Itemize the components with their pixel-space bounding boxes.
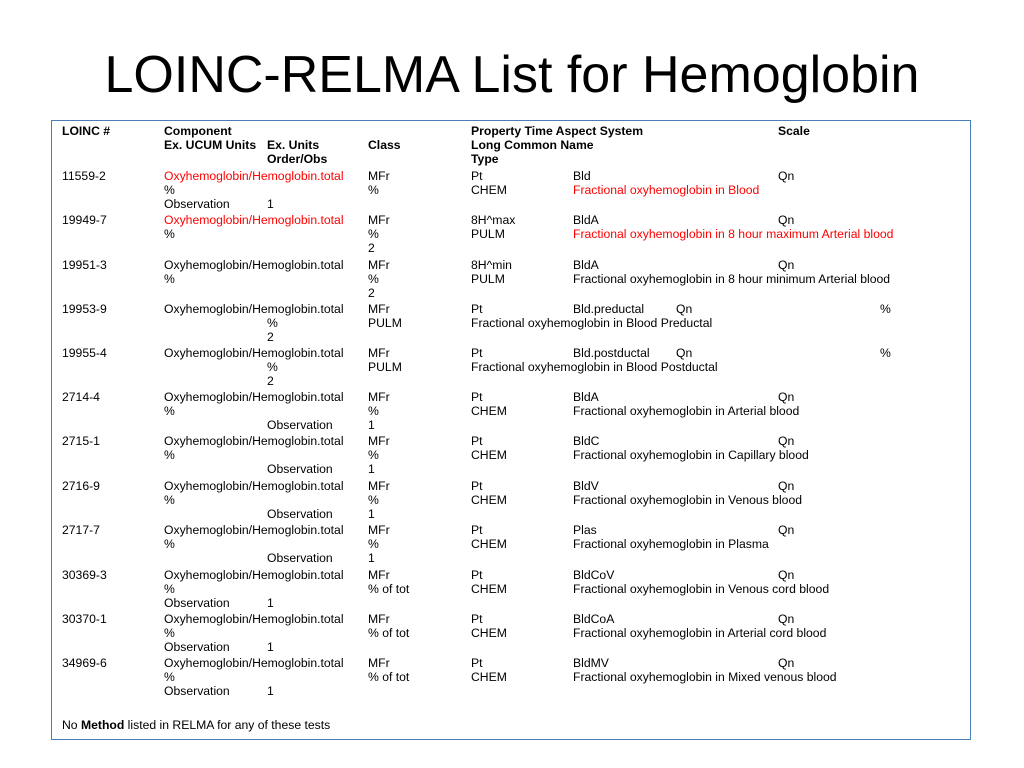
row-time: Pt: [471, 302, 483, 316]
row-long-name: Fractional oxyhemoglobin in Venous cord blood: [573, 582, 830, 596]
header-ucum-units: Ex. UCUM Units: [164, 138, 257, 152]
row-time: Pt: [471, 568, 483, 582]
row-time: Pt: [471, 523, 483, 537]
row-ex-units: %: [368, 272, 379, 286]
row-scale: Qn: [778, 434, 795, 448]
row-property: MFr: [368, 656, 390, 670]
row-ex-units: %: [368, 404, 379, 418]
row-ucum-units: %: [164, 227, 175, 241]
row-ucum-units: %: [164, 626, 175, 640]
row-time: Pt: [471, 169, 483, 183]
row-ucum-units: %: [164, 537, 175, 551]
row-component: Oxyhemoglobin/Hemoglobin.total: [164, 656, 344, 670]
row-property: MFr: [368, 169, 390, 183]
row-ucum-units: %: [164, 493, 175, 507]
row-component: Oxyhemoglobin/Hemoglobin.total: [164, 258, 344, 272]
row-component: Oxyhemoglobin/Hemoglobin.total: [164, 523, 344, 537]
row-scale: Qn: [676, 346, 693, 360]
row-ucum-units: %: [880, 302, 891, 316]
row-class: CHEM: [471, 582, 507, 596]
header-order-obs: Order/Obs: [267, 152, 328, 166]
row-time: Pt: [471, 434, 483, 448]
row-order-obs: Observation: [267, 507, 333, 521]
row-class: PULM: [368, 360, 402, 374]
row-loinc: 2714-4: [62, 390, 100, 404]
row-type: 1: [368, 507, 375, 521]
row-ucum-units: %: [164, 272, 175, 286]
row-scale: Qn: [778, 479, 795, 493]
row-type: 1: [267, 197, 274, 211]
row-type: 2: [368, 286, 375, 300]
row-order-obs: Observation: [164, 684, 230, 698]
footer-prefix: No: [62, 718, 81, 732]
row-scale: Qn: [778, 612, 795, 626]
row-ucum-units: %: [164, 670, 175, 684]
row-scale: Qn: [778, 169, 795, 183]
row-system: BldC: [573, 434, 600, 448]
row-type: 1: [267, 684, 274, 698]
row-long-name: Fractional oxyhemoglobin in Capillary blood: [573, 448, 809, 462]
row-long-name: Fractional oxyhemoglobin in Blood: [573, 183, 760, 197]
row-loinc: 2717-7: [62, 523, 100, 537]
row-ex-units: %: [368, 448, 379, 462]
row-scale: Qn: [676, 302, 693, 316]
row-scale: Qn: [778, 656, 795, 670]
footer-note: [62, 718, 330, 732]
row-property: MFr: [368, 612, 390, 626]
row-scale: Qn: [778, 568, 795, 582]
row-system: BldA: [573, 258, 599, 272]
row-ucum-units: %: [164, 183, 175, 197]
row-type: 1: [368, 462, 375, 476]
row-ex-units: % of tot: [368, 582, 410, 596]
row-ex-units: % of tot: [368, 670, 410, 684]
row-long-name: Fractional oxyhemoglobin in Plasma: [573, 537, 769, 551]
row-order-obs: Observation: [267, 462, 333, 476]
row-class: CHEM: [471, 493, 507, 507]
row-loinc: 30369-3: [62, 568, 107, 582]
row-property: MFr: [368, 258, 390, 272]
row-property: MFr: [368, 479, 390, 493]
row-order-obs: Observation: [267, 418, 333, 432]
row-system: BldCoA: [573, 612, 615, 626]
row-system: Bld.preductal: [573, 302, 645, 316]
row-ex-units: %: [267, 360, 278, 374]
row-property: MFr: [368, 434, 390, 448]
row-time: 8H^max: [471, 213, 516, 227]
row-scale: Qn: [778, 258, 795, 272]
row-system: Bld: [573, 169, 591, 183]
row-type: 1: [267, 596, 274, 610]
row-loinc: 19953-9: [62, 302, 107, 316]
row-time: Pt: [471, 346, 483, 360]
row-component: Oxyhemoglobin/Hemoglobin.total: [164, 390, 344, 404]
row-property: MFr: [368, 346, 390, 360]
row-loinc: 19951-3: [62, 258, 107, 272]
row-long-name: Fractional oxyhemoglobin in Venous blood: [573, 493, 803, 507]
row-scale: Qn: [778, 523, 795, 537]
header-loinc: LOINC #: [62, 124, 111, 138]
row-ucum-units: %: [164, 448, 175, 462]
row-property: MFr: [368, 568, 390, 582]
row-component: Oxyhemoglobin/Hemoglobin.total: [164, 434, 344, 448]
row-class: PULM: [471, 227, 505, 241]
row-class: PULM: [368, 316, 402, 330]
row-type: 2: [267, 330, 274, 344]
row-long-name: Fractional oxyhemoglobin in 8 hour maximum Arterial blood: [573, 227, 894, 241]
row-time: Pt: [471, 479, 483, 493]
row-time: 8H^min: [471, 258, 512, 272]
row-class: CHEM: [471, 448, 507, 462]
row-component: Oxyhemoglobin/Hemoglobin.total: [164, 169, 344, 183]
row-system: BldA: [573, 390, 599, 404]
row-scale: Qn: [778, 213, 795, 227]
row-ex-units: %: [368, 537, 379, 551]
row-class: CHEM: [471, 404, 507, 418]
row-loinc: 34969-6: [62, 656, 107, 670]
row-ex-units: %: [368, 227, 379, 241]
header-long-common-name: Long Common Name: [471, 138, 594, 152]
row-component: Oxyhemoglobin/Hemoglobin.total: [164, 612, 344, 626]
row-type: 2: [368, 241, 375, 255]
row-property: MFr: [368, 390, 390, 404]
loinc-table: [51, 120, 971, 740]
row-system: BldA: [573, 213, 599, 227]
row-loinc: 19955-4: [62, 346, 107, 360]
row-system: Plas: [573, 523, 597, 537]
row-long-name: Fractional oxyhemoglobin in Arterial cord blood: [573, 626, 827, 640]
row-component: Oxyhemoglobin/Hemoglobin.total: [164, 346, 344, 360]
row-property: MFr: [368, 213, 390, 227]
footer-method: Method: [80, 718, 125, 732]
row-order-obs: Observation: [164, 640, 230, 654]
row-loinc: 11559-2: [62, 169, 106, 183]
row-type: 1: [368, 418, 375, 432]
row-class: PULM: [471, 272, 505, 286]
header-component: Component: [164, 124, 232, 138]
row-property: MFr: [368, 523, 390, 537]
row-component: Oxyhemoglobin/Hemoglobin.total: [164, 302, 344, 316]
row-system: BldMV: [573, 656, 609, 670]
row-time: Pt: [471, 612, 483, 626]
row-scale: Qn: [778, 390, 795, 404]
row-property: MFr: [368, 302, 390, 316]
row-loinc: 30370-1: [62, 612, 107, 626]
row-system: Bld.postductal: [573, 346, 650, 360]
row-component: Oxyhemoglobin/Hemoglobin.total: [164, 213, 344, 227]
row-long-name: Fractional oxyhemoglobin in Blood Postductal: [471, 360, 718, 374]
header-class: Class: [368, 138, 401, 152]
row-ucum-units: %: [164, 404, 175, 418]
footer-suffix: listed in RELMA for any of these tests: [124, 718, 331, 732]
row-type: 1: [267, 640, 274, 654]
row-time: Pt: [471, 390, 483, 404]
row-order-obs: Observation: [164, 197, 230, 211]
row-ucum-units: %: [164, 582, 175, 596]
row-class: CHEM: [471, 626, 507, 640]
row-time: Pt: [471, 656, 483, 670]
row-loinc: 19949-7: [62, 213, 107, 227]
row-order-obs: Observation: [164, 596, 230, 610]
row-order-obs: Observation: [267, 551, 333, 565]
row-long-name: Fractional oxyhemoglobin in Mixed venous blood: [573, 670, 837, 684]
row-long-name: Fractional oxyhemoglobin in Blood Preductal: [471, 316, 713, 330]
header-property-time-aspect-system: Property Time Aspect System: [471, 124, 644, 138]
row-ex-units: % of tot: [368, 626, 410, 640]
row-class: CHEM: [471, 537, 507, 551]
row-long-name: Fractional oxyhemoglobin in Arterial blood: [573, 404, 800, 418]
row-loinc: 2716-9: [62, 479, 100, 493]
row-ex-units: %: [368, 493, 379, 507]
header-type: Type: [471, 152, 499, 166]
header-scale: Scale: [778, 124, 810, 138]
row-component: Oxyhemoglobin/Hemoglobin.total: [164, 568, 344, 582]
row-loinc: 2715-1: [62, 434, 100, 448]
row-long-name: Fractional oxyhemoglobin in 8 hour minimum Arterial blood: [573, 272, 891, 286]
row-system: BldV: [573, 479, 599, 493]
row-ucum-units: %: [880, 346, 891, 360]
row-type: 1: [368, 551, 375, 565]
row-ex-units: %: [368, 183, 379, 197]
row-component: Oxyhemoglobin/Hemoglobin.total: [164, 479, 344, 493]
row-type: 2: [267, 374, 274, 388]
row-class: CHEM: [471, 183, 507, 197]
row-system: BldCoV: [573, 568, 615, 582]
page-title: LOINC-RELMA List for Hemoglobin: [104, 46, 920, 104]
row-ex-units: %: [267, 316, 278, 330]
row-class: CHEM: [471, 670, 507, 684]
header-ex-units: Ex. Units: [267, 138, 320, 152]
